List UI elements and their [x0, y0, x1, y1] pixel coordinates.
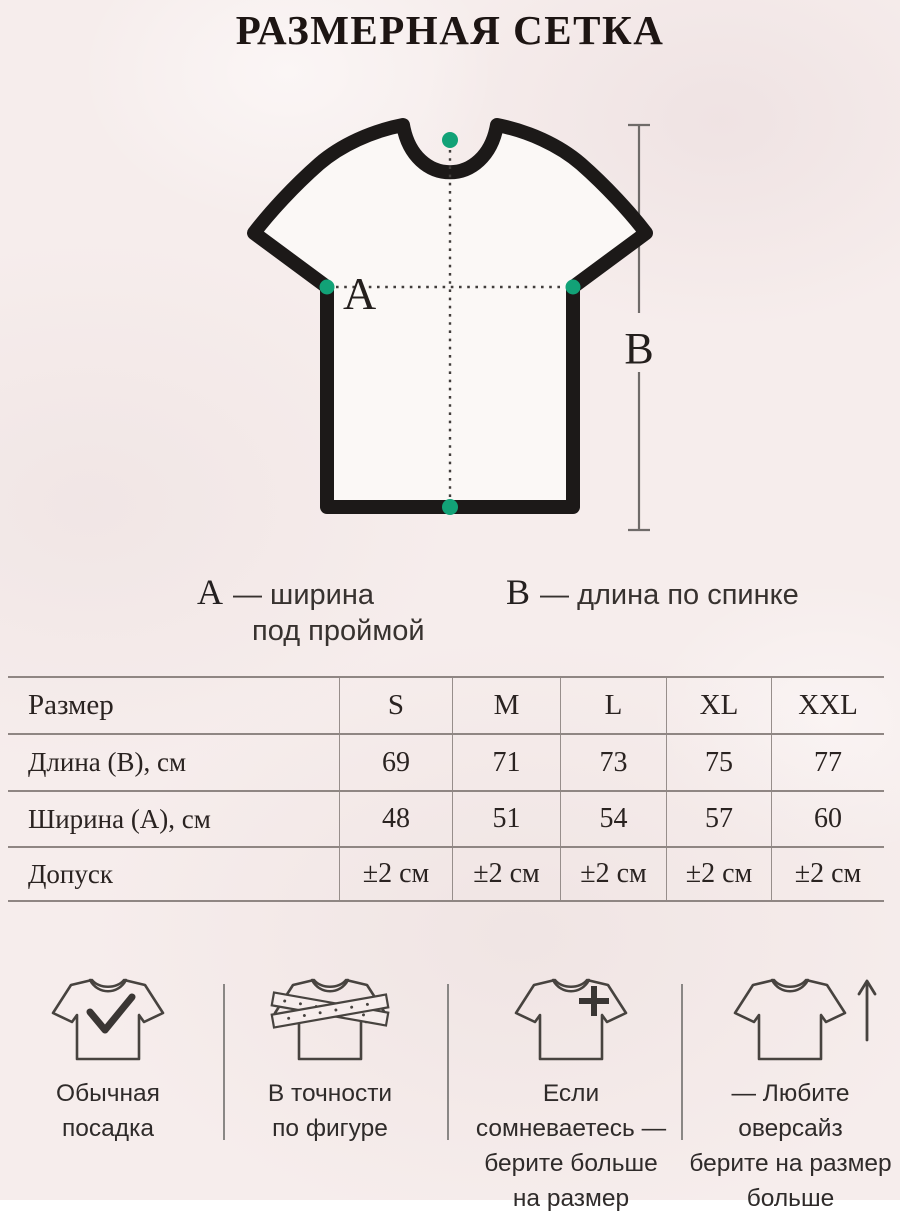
tip-caption-line: посадка — [62, 1115, 154, 1142]
tip-caption-line: больше — [746, 1185, 835, 1212]
tshirt-measure-diagram — [230, 100, 680, 540]
size-l-header: L — [560, 678, 666, 733]
size-xl-header: XL — [666, 678, 771, 733]
tip-size-up-if-unsure — [460, 968, 682, 1216]
tip-caption-line: Если сомневаетесь — — [475, 1080, 667, 1142]
arrow-up-icon — [859, 981, 875, 1040]
tshirt-arrow-icon — [730, 968, 880, 1063]
size-s-header: S — [339, 678, 452, 733]
tips-divider — [447, 984, 449, 1140]
tip-caption-line: В точности — [267, 1080, 393, 1107]
tshirt-check-icon — [48, 968, 168, 1063]
table-header-label: Размер — [28, 689, 114, 721]
legend-a-letter: A — [197, 572, 223, 612]
right-armpit-dot — [566, 280, 581, 295]
tshirt-tape-icon — [270, 968, 390, 1063]
size-xxl-header: XXL — [771, 678, 884, 733]
width-label-a: A — [343, 268, 377, 319]
hem-point-dot — [442, 499, 458, 515]
tip-caption-line: берите на размер — [689, 1150, 892, 1177]
length-label-b: B — [624, 324, 654, 373]
tip-caption-line: — Любите оверсайз — [731, 1080, 850, 1142]
legend-b-letter: B — [506, 572, 531, 612]
tip-oversize — [688, 968, 893, 1216]
legend-b — [506, 574, 799, 618]
size-m-header: M — [452, 678, 560, 733]
tip-caption-line: на размер — [512, 1185, 630, 1212]
table-row-width: Ширина (A), см 48 51 54 57 60 — [8, 790, 884, 846]
plus-icon — [579, 986, 609, 1016]
legend-a-line2: под проймой — [252, 615, 425, 647]
tip-caption-line: берите больше — [484, 1150, 658, 1177]
left-armpit-dot — [320, 280, 335, 295]
table-header-row — [8, 676, 884, 733]
checkmark-icon — [90, 997, 132, 1030]
legend-b-text: — длина по спинке — [540, 579, 799, 611]
neck-point-dot — [442, 132, 458, 148]
measuring-tape-icon — [272, 993, 388, 1028]
tip-caption-line: по фигуре — [272, 1115, 388, 1142]
size-table — [8, 676, 884, 902]
page-title: РАЗМЕРНАЯ СЕТКА — [235, 7, 665, 53]
tips-divider — [223, 984, 225, 1140]
tshirt-plus-icon — [511, 968, 631, 1063]
tips-divider — [681, 984, 683, 1140]
legend-a — [197, 574, 374, 618]
table-row-length: Длина (B), см 69 71 73 75 77 — [8, 733, 884, 790]
tip-caption-line: Обычная — [56, 1080, 160, 1107]
table-row-tolerance: Допуск ±2 см ±2 см ±2 см ±2 см ±2 см — [8, 846, 884, 900]
tip-exact-fit — [250, 968, 410, 1146]
legend-a-text: — ширина — [233, 579, 374, 611]
tip-regular-fit — [28, 968, 188, 1146]
